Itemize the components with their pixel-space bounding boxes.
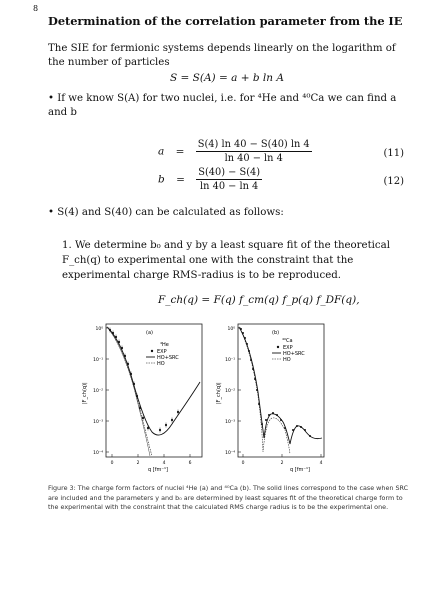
exp-point bbox=[292, 429, 294, 431]
exp-point bbox=[284, 427, 286, 429]
x-tick-label: 0 bbox=[110, 461, 114, 466]
exp-point bbox=[256, 389, 258, 391]
x-tick-label: 4 bbox=[162, 461, 166, 466]
panel-b-y-ticks bbox=[225, 326, 241, 456]
panel-b-legend-exp: EXP bbox=[283, 345, 293, 351]
exp-point bbox=[261, 423, 263, 425]
exp-point bbox=[252, 368, 254, 370]
panel-b bbox=[216, 324, 324, 473]
panel-a-ho-curve bbox=[107, 327, 152, 456]
figure-3 bbox=[0, 312, 434, 482]
exp-point bbox=[276, 414, 278, 416]
exp-point bbox=[280, 419, 282, 421]
exp-point bbox=[246, 343, 248, 345]
x-tick-label: 0 bbox=[241, 461, 245, 466]
figure-caption: Figure 3: The charge form factors of nuclei ⁴He (a) and ⁴⁰Ca (b). The solid lines correspond to the case when SRC are included and the parameters y and b₀ are determined by least squares fit of the theoretical charge form to the experimental with the constraint that the calculated RMS charge radius is to be the experimental one. bbox=[48, 484, 409, 512]
eq11-numerator: S(4) ln 40 − S(40) ln 4 bbox=[197, 139, 310, 150]
exp-point bbox=[250, 359, 252, 361]
list-item-text: We determine b₀ and y by a least square fit of the theoretical F_ch(q) to experimental one with the constraint that the experimental charge RMS-radius is to be reproduced. bbox=[62, 240, 390, 281]
list-number: 1. bbox=[62, 240, 75, 251]
panel-b-exp-points bbox=[240, 328, 311, 437]
exp-point bbox=[254, 378, 256, 380]
panel-b-x-ticks bbox=[242, 454, 323, 466]
equation-11: a = $\frac{S(4) \ln 40 - S(40) \ln 4}{\ln 40 - \ln 4}$ bbox=[158, 139, 310, 164]
equation-12: b = $\frac{S(40) - S(4)}{\ln 40 - \ln 4}$ bbox=[158, 167, 261, 192]
panel-b-legend-src: HO+SRC bbox=[283, 351, 305, 357]
panel-a-nucleus: ⁴He bbox=[160, 342, 169, 348]
legend-exp-marker bbox=[151, 350, 153, 352]
panel-b-ylabel: |F_ch(q)| bbox=[216, 382, 222, 404]
panel-a-ho-curve-2 bbox=[107, 327, 150, 456]
panel-a-legend-ho: HO bbox=[157, 361, 165, 367]
bullet-icon: • bbox=[48, 93, 58, 104]
y-tick-label: 10⁻² bbox=[93, 389, 103, 394]
eq12-fraction bbox=[196, 166, 262, 193]
bullet-text: If we know S(A) for two nuclei, i.e. for ⁴He and ⁴⁰Ca we can find a and b bbox=[48, 93, 397, 118]
legend-exp-marker bbox=[277, 346, 279, 348]
y-tick-label: 10⁻⁴ bbox=[93, 451, 103, 456]
panel-b-src-curve bbox=[239, 327, 322, 444]
exp-point bbox=[248, 350, 250, 352]
exp-point bbox=[304, 429, 306, 431]
eq12-denominator: ln 40 − ln 4 bbox=[200, 181, 259, 192]
x-tick-label: 6 bbox=[188, 461, 192, 466]
panel-b-xlabel: q [fm⁻¹] bbox=[290, 467, 310, 473]
panel-a-xlabel: q [fm⁻¹] bbox=[148, 467, 168, 473]
panel-b-label: (b) bbox=[272, 330, 280, 336]
exp-point bbox=[268, 414, 270, 416]
section-title: Determination of the correlation parameter from the IE bbox=[48, 14, 403, 28]
eq11-lhs: a bbox=[158, 145, 165, 158]
exp-point bbox=[240, 328, 242, 330]
eq12-lhs: b bbox=[158, 173, 165, 186]
charge-form-factor-equation: F_ch(q) = F(q) f_cm(q) f_p(q) f_DF(q), bbox=[158, 294, 360, 306]
intro-paragraph: The SIE for fermionic systems depends linearly on the logarithm of the number of particles bbox=[48, 43, 396, 68]
equation-11-number: (11) bbox=[383, 148, 404, 159]
panel-a-x-ticks bbox=[111, 454, 192, 466]
exp-point bbox=[258, 403, 260, 405]
list-item-1 bbox=[62, 238, 410, 283]
exp-point bbox=[309, 435, 311, 437]
eq11-denominator: ln 40 − ln 4 bbox=[224, 153, 283, 164]
entropy-equation: S = S(A) = a + b ln A bbox=[170, 72, 284, 84]
y-tick-label: 10⁻² bbox=[225, 389, 235, 394]
exp-point bbox=[296, 425, 298, 427]
exp-point bbox=[300, 426, 302, 428]
panel-a-label: (a) bbox=[146, 330, 153, 336]
y-tick-label: 10⁰ bbox=[95, 327, 103, 332]
eq11-fraction bbox=[196, 138, 312, 165]
bullet-calculation bbox=[48, 206, 410, 220]
bullet-two-nuclei bbox=[48, 92, 410, 120]
page-number: 8 bbox=[33, 4, 39, 13]
exp-point bbox=[244, 337, 246, 339]
y-tick-label: 10⁻³ bbox=[225, 420, 235, 425]
panel-a-src-curve bbox=[107, 327, 200, 435]
eq12-numerator: S(40) − S(4) bbox=[198, 167, 261, 178]
panel-a-legend-src: HO+SRC bbox=[157, 355, 179, 361]
panel-b-nucleus: ⁴⁰Ca bbox=[282, 338, 293, 344]
panel-a-frame bbox=[106, 324, 202, 457]
exp-point bbox=[242, 332, 244, 334]
bullet-icon: • bbox=[48, 207, 58, 218]
x-tick-label: 2 bbox=[136, 461, 140, 466]
y-tick-label: 10⁻³ bbox=[93, 420, 103, 425]
x-tick-label: 2 bbox=[280, 461, 284, 466]
panel-b-legend-ho: HO bbox=[283, 357, 291, 363]
y-tick-label: 10⁻¹ bbox=[93, 358, 103, 363]
x-tick-label: 4 bbox=[319, 461, 323, 466]
panel-a-legend-exp: EXP bbox=[157, 349, 167, 355]
y-tick-label: 10⁻¹ bbox=[225, 358, 235, 363]
bullet-text: S(4) and S(40) can be calculated as follows: bbox=[57, 207, 284, 218]
y-tick-label: 10⁰ bbox=[227, 327, 235, 332]
panel-a bbox=[82, 324, 202, 473]
exp-point bbox=[272, 412, 274, 414]
equation-12-number: (12) bbox=[383, 176, 404, 187]
panel-a-y-ticks bbox=[93, 326, 109, 456]
panel-a-ylabel: |F_ch(q)| bbox=[82, 382, 88, 404]
exp-point bbox=[265, 419, 267, 421]
y-tick-label: 10⁻⁴ bbox=[225, 451, 235, 456]
